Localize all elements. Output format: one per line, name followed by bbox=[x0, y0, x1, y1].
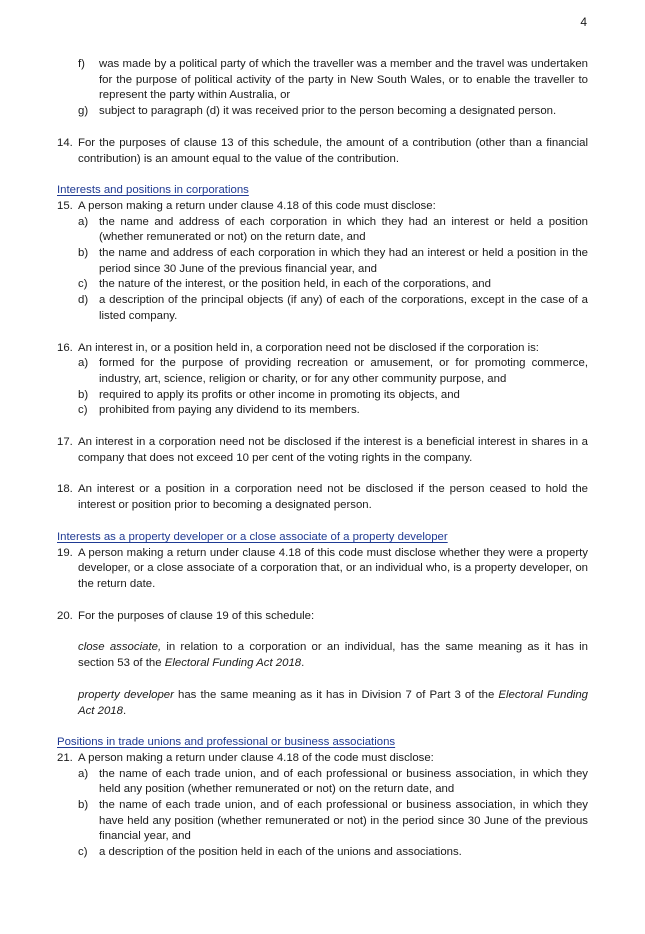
item-text: the nature of the interest, or the position held, in each of the corporations, and bbox=[99, 278, 491, 291]
defined-term: property developer bbox=[78, 688, 174, 701]
clause-intro: A person making a return under clause 4.18 of the code must disclose: bbox=[78, 751, 434, 764]
clause-16 bbox=[57, 341, 588, 357]
item-label: c) bbox=[78, 846, 88, 859]
clause-19 bbox=[57, 546, 588, 593]
clause-14 bbox=[57, 136, 588, 167]
clause-text: An interest or a position in a corporation need not be disclosed if the person ceased to hold the interest or position prior to becoming a designated person. bbox=[78, 483, 588, 512]
item-text: the name of each trade union, and of each professional or business association, in which they held any position (whether remunerated or not) on the return date, and bbox=[99, 767, 588, 796]
list-item bbox=[57, 767, 588, 798]
clause-text: A person making a return under clause 4.18 of this code must disclose whether they were a property developer, or a close associate of a corporation that, or an individual who, is a property developer, on the return date. bbox=[78, 546, 588, 590]
act-name: Electoral Funding Act 2018 bbox=[164, 657, 302, 670]
clause-text: An interest in a corporation need not be disclosed if the interest is a beneficial interest in shares in a company that does not exceed 10 per cent of the voting rights in the company. bbox=[78, 436, 588, 464]
item-text: formed for the purpose of providing recreation or amusement, or for promoting commerce, industry, art, science, religion or charity, or for any other community purpose, and bbox=[99, 357, 588, 385]
item-label: b) bbox=[78, 388, 89, 401]
clause-15 bbox=[57, 199, 588, 215]
list-item bbox=[57, 293, 588, 324]
list-item bbox=[57, 388, 588, 404]
act-name: Electoral Funding Act 2018 bbox=[78, 688, 588, 717]
page-number: 4 bbox=[580, 15, 587, 29]
item-label: f) bbox=[78, 58, 85, 70]
list-item bbox=[57, 104, 588, 120]
clause-20 bbox=[57, 609, 588, 625]
list-item bbox=[57, 798, 588, 845]
clause-text: For the purposes of clause 13 of this schedule, the amount of a contribution (other than a financial contribution) is an amount equal to the value of the contribution. bbox=[78, 136, 588, 165]
clause-21 bbox=[57, 751, 588, 767]
clause-number: 19. bbox=[57, 546, 73, 559]
definition-text: in relation to a corporation or an individual, has the same meaning as it has in section 53 of the bbox=[78, 641, 588, 670]
list-item bbox=[57, 215, 588, 246]
definition-property-developer bbox=[57, 688, 588, 719]
definition-end: . bbox=[122, 704, 127, 717]
clause-18 bbox=[57, 482, 588, 513]
item-label: a) bbox=[78, 357, 89, 370]
item-text: the name and address of each corporation in which they had an interest or held a position (whether remunerated or not) on the return date, and bbox=[99, 215, 588, 244]
clause-number: 20. bbox=[57, 609, 73, 622]
item-text: subject to paragraph (d) it was received prior to the person becoming a designated person. bbox=[99, 105, 557, 118]
clause-number: 18. bbox=[57, 483, 73, 496]
list-item bbox=[57, 57, 588, 104]
item-label: a) bbox=[78, 767, 89, 780]
item-text: a description of the principal objects (if any) of each of the corporations, except in the case of a listed company. bbox=[99, 294, 588, 322]
item-text: required to apply its profits or other income in promoting its objects, and bbox=[99, 388, 460, 401]
item-label: b) bbox=[78, 247, 89, 260]
definition-close-associate bbox=[57, 640, 588, 671]
defined-term: close associate, bbox=[78, 641, 162, 654]
item-label: g) bbox=[78, 105, 89, 118]
section-heading-corporations: Interests and positions in corporations bbox=[57, 184, 249, 197]
list-item bbox=[57, 403, 588, 419]
item-label: c) bbox=[78, 404, 88, 417]
document-body bbox=[57, 57, 588, 861]
section-heading-unions: Positions in trade unions and professional or business associations bbox=[57, 736, 396, 749]
item-text: was made by a political party of which the traveller was a member and the travel was undertaken for the purpose of political activity of the party in New South Wales, or to enable the traveller to represent the party within Australia, or bbox=[99, 58, 588, 102]
item-label: d) bbox=[78, 294, 89, 307]
clause-number: 15. bbox=[57, 199, 73, 212]
item-text: the name and address of each corporation in which they had an interest or held a position in the period since 30 June of the previous financial year, and bbox=[99, 247, 588, 275]
clause-number: 14. bbox=[57, 136, 73, 149]
item-text: the name of each trade union, and of each professional or business association, in which they have held any position (whether remunerated or not) in the period since 30 June of the previous financial year, and bbox=[99, 799, 588, 843]
item-text: prohibited from paying any dividend to its members. bbox=[99, 404, 360, 417]
list-item bbox=[57, 246, 588, 277]
clause-intro: A person making a return under clause 4.18 of this code must disclose: bbox=[78, 199, 436, 212]
clause-intro: An interest in, or a position held in, a corporation need not be disclosed if the corporation is: bbox=[78, 341, 539, 354]
clause-number: 16. bbox=[57, 341, 73, 354]
definition-end: . bbox=[301, 657, 305, 670]
item-text: a description of the position held in each of the unions and associations. bbox=[99, 846, 462, 859]
list-item bbox=[57, 845, 588, 861]
item-label: b) bbox=[78, 799, 89, 812]
list-item bbox=[57, 277, 588, 293]
clause-number: 17. bbox=[57, 436, 73, 449]
section-heading-property: Interests as a property developer or a close associate of a property developer bbox=[57, 530, 448, 543]
definition-text: has the same meaning as it has in Division 7 of Part 3 of the bbox=[173, 688, 499, 701]
clause-17 bbox=[57, 435, 588, 466]
clause-number: 21. bbox=[57, 751, 73, 764]
list-item bbox=[57, 356, 588, 387]
item-label: a) bbox=[78, 215, 89, 228]
clause-intro: For the purposes of clause 19 of this schedule: bbox=[78, 609, 315, 622]
item-label: c) bbox=[78, 278, 88, 291]
